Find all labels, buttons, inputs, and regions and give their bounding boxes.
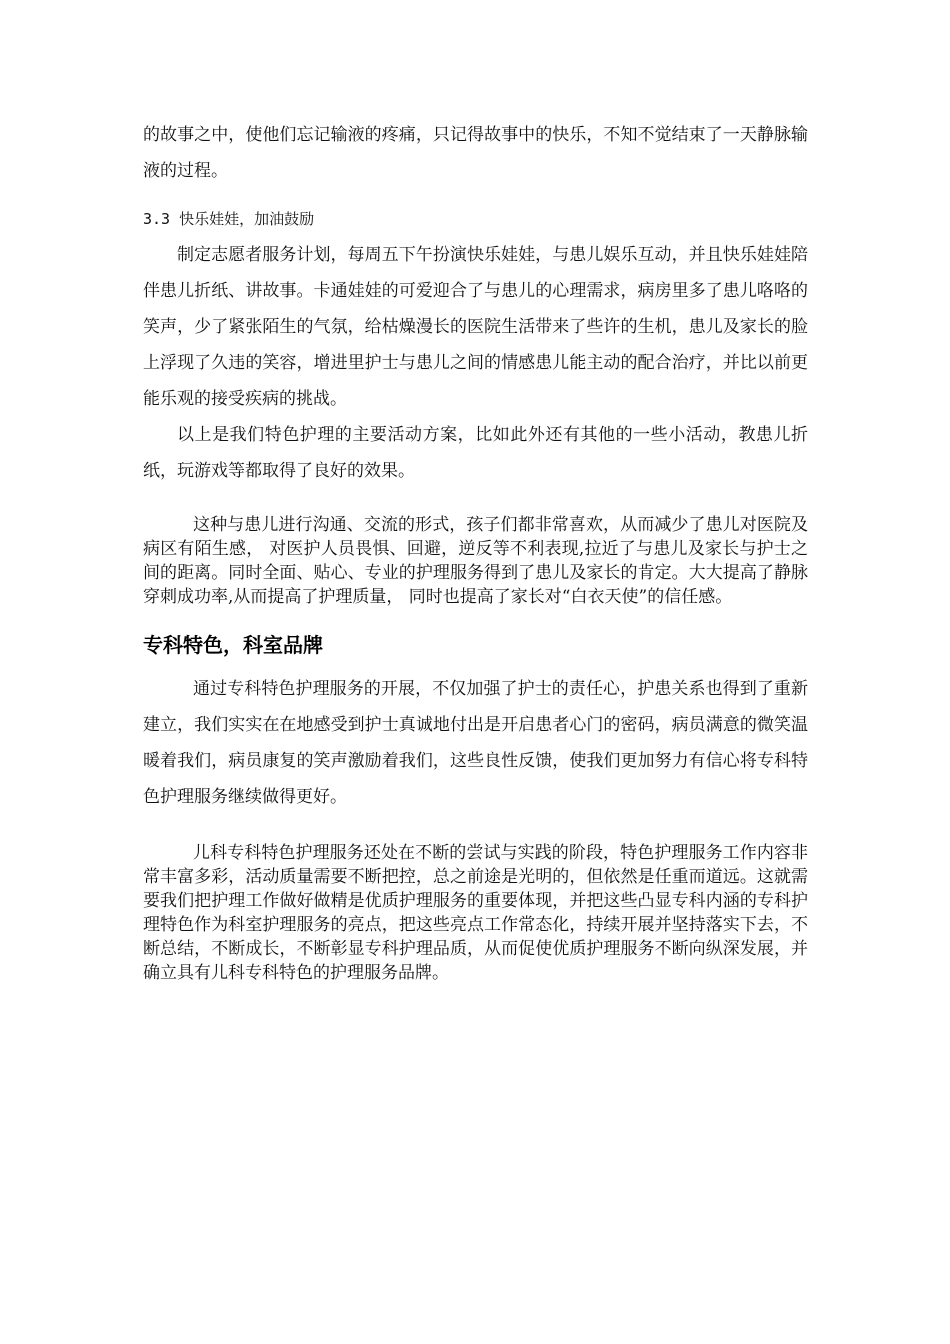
section-title: 专科特色，科室品牌	[143, 633, 323, 657]
document-page	[143, 117, 808, 985]
paragraph-specialty: 通过专科特色护理服务的开展，不仅加强了护士的责任心，护患关系也得到了重新建立，我们实实在在地感受到护士真诚地付出是开启患者心门的密码，病员满意的微笑温暖着我们，病员康复的笑声激励着我们，这些良性反馈，使我们更加努力有信心将专科特色护理服务继续做得更好。	[143, 679, 808, 807]
subheading-3-3: 3.3 快乐娃娃，加油鼓励	[143, 210, 315, 228]
paragraph-story-continuation: 的故事之中，使他们忘记输液的疼痛，只记得故事中的快乐，不知不觉结束了一天静脉输液的过程。	[143, 125, 808, 181]
paragraph-conclusion: 儿科专科特色护理服务还处在不断的尝试与实践的阶段，特色护理服务工作内容非常丰富多彩，活动质量需要不断把控，总之前途是光明的，但依然是任重而道远。这就需要我们把护理工作做好做精是优质护理服务的重要体现，并把这些凸显专科内涵的专科护理特色作为科室护理服务的亮点，把这些亮点工作常态化，持续开展并坚持落实下去，不断总结，不断成长，不断彰显专科护理品质，从而促使优质护理服务不断向纵深发展，并确立具有儿科专科特色的护理服务品牌。	[143, 843, 808, 983]
paragraph-summary-activities: 以上是我们特色护理的主要活动方案，比如此外还有其他的一些小活动，教患儿折纸，玩游戏等都取得了良好的效果。	[143, 425, 808, 481]
paragraph-communication: 这种与患儿进行沟通、交流的形式，孩子们都非常喜欢，从而减少了患儿对医院及病区有陌生感， 对医护人员畏惧、回避，逆反等不利表现,拉近了与患儿及家长与护士之间的距离。同时全面、贴心、专业的护理服务得到了患儿及家长的肯定。大大提高了静脉穿刺成功率,从而提高了护理质量， 同时也提高了家长对“白衣天使”的信任感。	[143, 515, 808, 607]
paragraph-happy-doll: 制定志愿者服务计划，每周五下午扮演快乐娃娃，与患儿娱乐互动，并且快乐娃娃陪伴患儿折纸、讲故事。卡通娃娃的可爱迎合了与患儿的心理需求，病房里多了患儿咯咯的笑声，少了紧张陌生的气氛，给枯燥漫长的医院生活带来了些许的生机，患儿及家长的脸上浮现了久违的笑容，增进里护士与患儿之间的情感患儿能主动的配合治疗，并比以前更能乐观的接受疾病的挑战。	[143, 245, 808, 409]
